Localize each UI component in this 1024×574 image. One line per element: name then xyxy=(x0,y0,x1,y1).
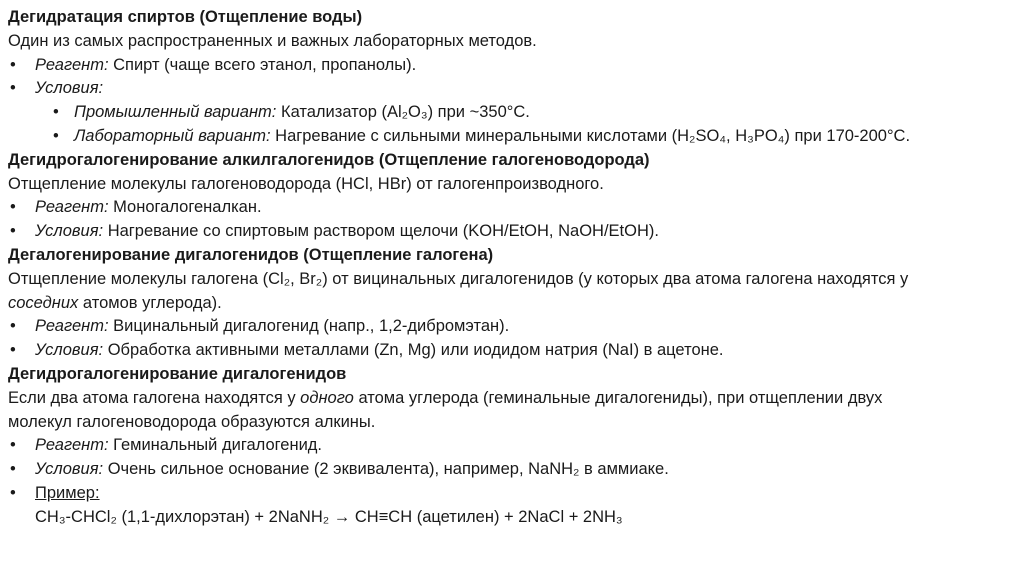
bullet-icon: • xyxy=(10,55,16,74)
list-item-reagent xyxy=(8,196,1016,220)
conditions-text: Обработка активными металлами (Zn, Mg) или иодидом натрия (NaI) в ацетоне. xyxy=(103,341,724,360)
bullet-icon: • xyxy=(10,483,16,502)
list-item-reagent xyxy=(8,315,1016,339)
conditions-text: Нагревание со спиртовым раствором щелочи (KOH/EtOH, NaOH/EtOH). xyxy=(103,222,659,241)
bullet-icon: • xyxy=(53,103,59,122)
section-title-dehydration: Дегидратация спиртов (Отщепление воды) xyxy=(8,8,363,26)
reagent-text: Геминальный дигалогенид. xyxy=(108,436,323,455)
list-item-industrial xyxy=(8,101,1016,125)
bullet-icon: • xyxy=(10,222,16,241)
section-intro: Отщепление молекулы галогеноводорода (HCl, HBr) от галогенпроизводного. xyxy=(8,174,604,193)
reagent-label: Реагент: xyxy=(35,55,109,74)
section-title-dehydrohalogenation: Дегидрогалогенирование алкилгалогенидов (Отщепление галогеноводорода) xyxy=(8,150,650,169)
section-intro-line1 xyxy=(8,387,1016,411)
section-intro: Один из самых распространенных и важных лабораторных методов. xyxy=(8,31,537,50)
intro-rest: атомов углерода). xyxy=(78,293,222,312)
list-item-conditions xyxy=(8,220,1016,244)
intro-part1: Если два атома галогена находятся у xyxy=(8,388,301,407)
list-item-conditions xyxy=(8,339,1016,363)
industrial-label: Промышленный вариант: xyxy=(74,103,277,122)
reagent-label: Реагент: xyxy=(35,198,109,217)
industrial-text: Катализатор (Al₂O₃) при ~350°C. xyxy=(276,103,530,122)
intro-part2: атома углерода (геминальные дигалогениды), при отщеплении двух xyxy=(353,388,883,407)
example-label: Пример: xyxy=(35,483,100,502)
emphasis-one: одного xyxy=(300,388,354,407)
conditions-text: Очень сильное основание (2 эквивалента), например, NaNH₂ в аммиаке. xyxy=(103,460,669,479)
section-title-dehalogenation: Дегалогенирование дигалогенидов (Отщепление галогена) xyxy=(8,245,494,264)
list-item-laboratory xyxy=(8,125,1016,149)
list-item-reagent xyxy=(8,54,1016,78)
conditions-label: Условия: xyxy=(35,460,104,479)
laboratory-label: Лабораторный вариант: xyxy=(74,126,271,145)
reaction-equation: CH₃-CHCl₂ (1,1-дихлорэтан) + 2NaNH₂ → CH≡CH (ацетилен) + 2NaCl + 2NH₃ xyxy=(35,507,623,526)
bullet-icon: • xyxy=(10,198,16,217)
emphasis-adjacent: соседних xyxy=(8,293,79,312)
bullet-icon: • xyxy=(10,317,16,336)
bullet-icon: • xyxy=(10,460,16,479)
conditions-label: Условия: xyxy=(35,222,104,241)
list-item-reagent xyxy=(8,434,1016,458)
list-item-conditions xyxy=(8,458,1016,482)
list-item-example xyxy=(8,482,1016,506)
reagent-label: Реагент: xyxy=(35,317,109,336)
reagent-text: Спирт (чаще всего этанол, пропанолы). xyxy=(108,55,417,74)
bullet-icon: • xyxy=(53,126,59,145)
bullet-icon: • xyxy=(10,341,16,360)
section-title-dihalide-dehydrohalogenation: Дегидрогалогенирование дигалогенидов xyxy=(8,364,347,383)
bullet-icon: • xyxy=(10,79,16,98)
bullet-icon: • xyxy=(10,436,16,455)
reagent-text: Моногалогеналкан. xyxy=(108,198,262,217)
laboratory-text: Нагревание с сильными минеральными кислотами (H₂SO₄, H₃PO₄) при 170-200°C. xyxy=(270,126,911,145)
section-intro-line1: Отщепление молекулы галогена (Cl₂, Br₂) от вицинальных дигалогенидов (у которых два атома галогена находятся у xyxy=(8,269,909,288)
conditions-label: Условия: xyxy=(35,341,104,360)
conditions-label: Условия: xyxy=(35,79,104,98)
reagent-label: Реагент: xyxy=(35,436,109,455)
list-item-conditions xyxy=(8,77,1016,101)
section-intro-line2 xyxy=(8,292,1016,316)
reagent-text: Вицинальный дигалогенид (напр., 1,2-дибромэтан). xyxy=(108,317,510,336)
section-intro-line2: молекул галогеноводорода образуются алкины. xyxy=(8,412,376,431)
